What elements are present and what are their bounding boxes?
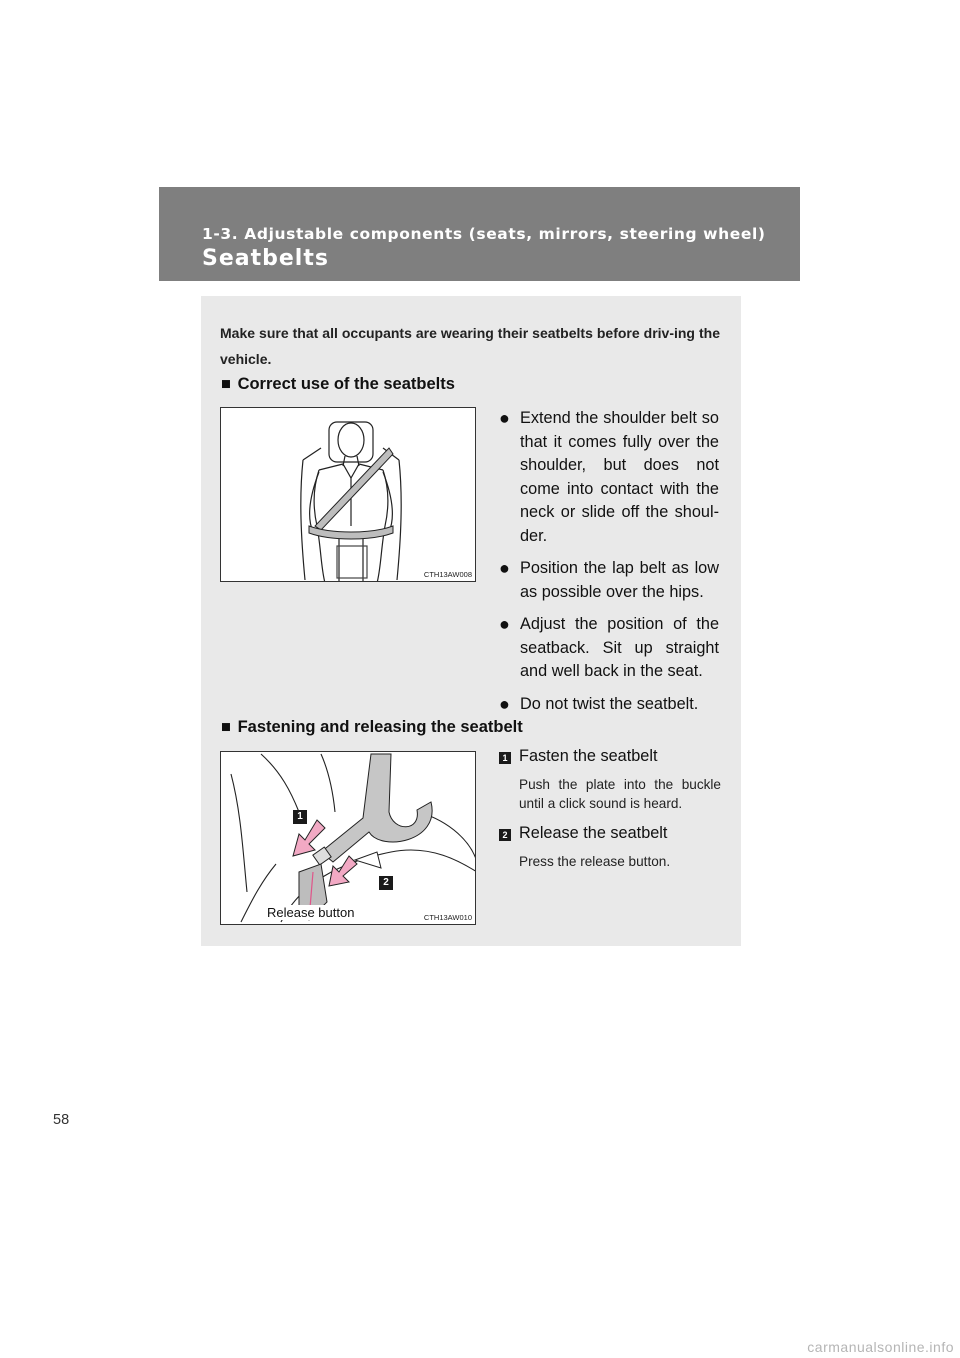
section-title: 1-3. Adjustable components (seats, mirrors, steering wheel) <box>202 225 766 243</box>
correct-use-bullets <box>499 407 719 725</box>
seated-occupant-illustration <box>220 407 476 582</box>
step-title: Release the seatbelt <box>519 824 668 842</box>
fastening-heading <box>221 718 523 737</box>
release-button-label: Release button <box>267 905 355 920</box>
list-item <box>499 557 719 604</box>
step-fasten <box>499 747 721 813</box>
list-item <box>499 613 719 684</box>
correct-use-heading <box>221 375 455 394</box>
bullet-icon: ● <box>499 614 510 634</box>
callout-1-badge: 1 <box>293 810 307 824</box>
callout-2-badge: 2 <box>379 876 393 890</box>
list-item <box>499 407 719 548</box>
step-number-badge: 2 <box>499 829 511 841</box>
correct-use-heading-label: Correct use of the seatbelts <box>237 375 455 393</box>
bullet-text: Do not twist the seatbelt. <box>520 694 699 713</box>
fastening-heading-label: Fastening and releasing the seatbelt <box>237 718 523 736</box>
intro-text: Make sure that all occupants are wearing their seatbelts before driv-ing the vehicle. <box>220 325 720 367</box>
step-number-badge: 1 <box>499 752 511 764</box>
bullet-icon: ● <box>499 558 510 578</box>
bullet-text: Extend the shoulder belt so that it comes fully over the shoulder, but does not come into contact with the neck or slide off the shoul-der. <box>520 409 719 545</box>
page-title: Seatbelts <box>202 246 329 271</box>
bullet-text: Position the lap belt as low as possible over the hips. <box>520 559 719 601</box>
watermark: carmanualsonline.info <box>807 1339 954 1355</box>
step-release <box>499 824 721 871</box>
bullet-icon: ● <box>499 693 510 714</box>
step-description: Press the release button. <box>519 854 671 869</box>
page-number: 58 <box>53 1112 70 1128</box>
figure-code: CTH13AW010 <box>423 913 472 922</box>
buckle-drawing <box>221 752 476 925</box>
list-item <box>499 693 719 717</box>
figure-code: CTH13AW008 <box>423 570 472 579</box>
bullet-text: Adjust the position of the seatback. Sit up straight and well back in the seat. <box>520 615 719 680</box>
page-header <box>159 187 800 281</box>
step-description: Push the plate into the buckle until a click sound is heard. <box>519 777 721 811</box>
occupant-drawing <box>221 408 476 582</box>
buckle-illustration <box>220 751 476 925</box>
bullet-icon: ● <box>499 408 510 428</box>
square-icon: ■ <box>221 375 231 393</box>
content-panel <box>201 296 741 946</box>
step-title: Fasten the seatbelt <box>519 747 658 765</box>
square-icon: ■ <box>221 718 231 736</box>
